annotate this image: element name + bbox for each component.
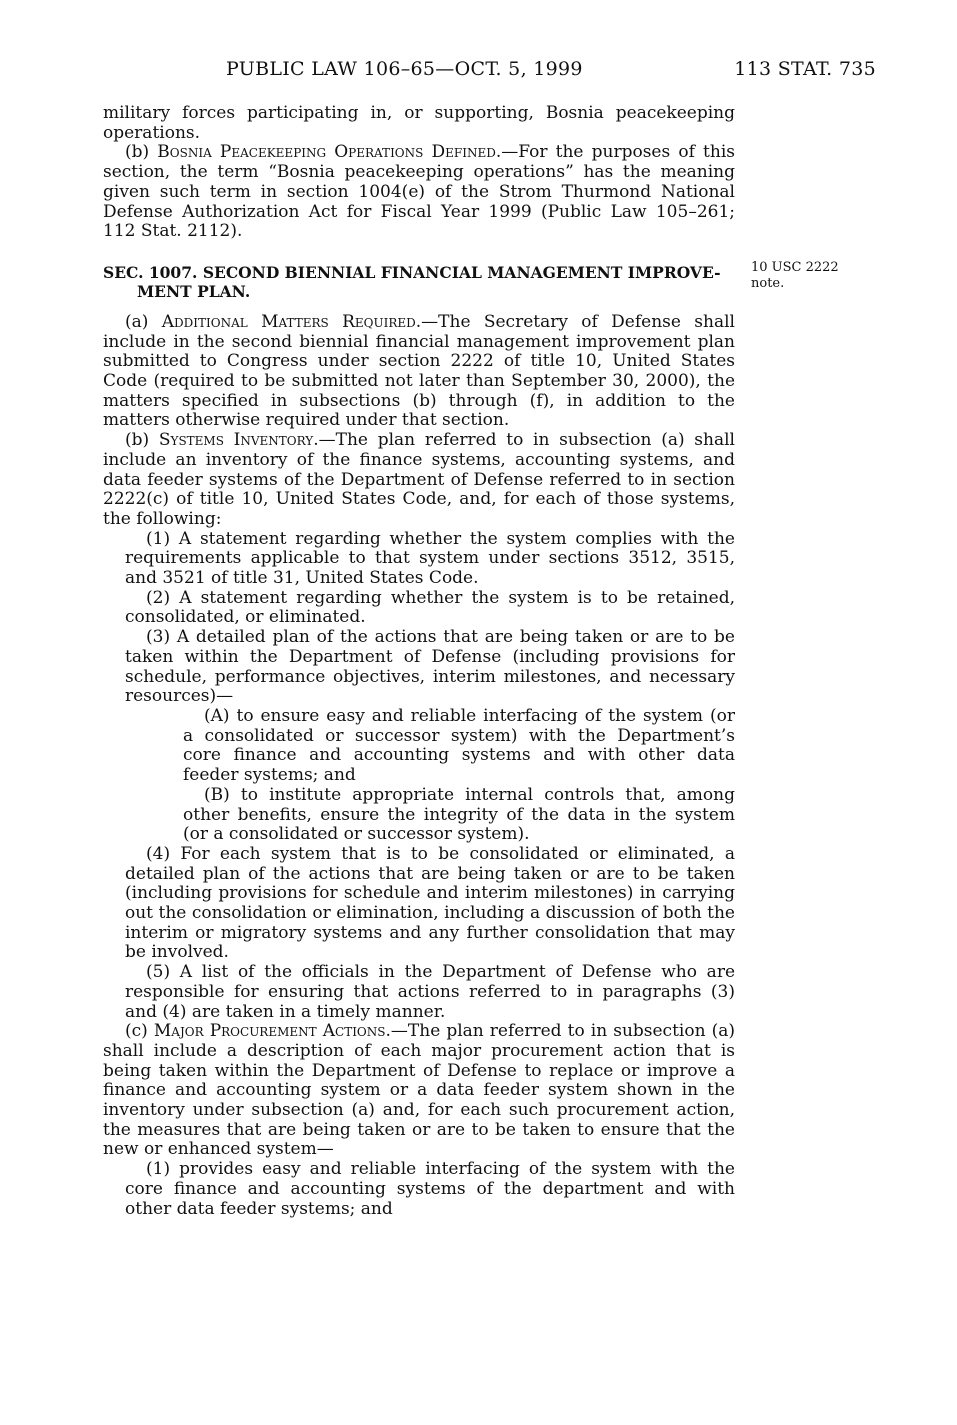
margin-note-suffix: note.: [751, 276, 785, 291]
subsection-label: (a): [125, 311, 162, 332]
subsection-text: —For the purposes of this section, the term “Bosnia peacekeeping operations” has the meaning given such term in section 1004(e) of the Strom Thurmond National Defense Authorization Act for Fiscal Year 1999 (Public Law 105–261; 112 Stat. 2112).: [103, 142, 735, 242]
subsection-label: (c): [125, 1021, 154, 1042]
header-public-law: PUBLIC LAW 106–65—OCT. 5, 1999: [226, 58, 583, 80]
subsection-heading: Systems Inventory.: [158, 430, 319, 451]
paragraph-list: [103, 1160, 735, 1219]
subsection-label: (b): [125, 430, 159, 451]
subparagraph-item: (B) to institute appropriate internal controls that, among other benefits, ensure the integrity of the data in the system (or a consolidated or successor system).: [183, 784, 735, 845]
paragraph-item: (3) A detailed plan of the actions that are being taken or are to be taken within the Department of Defense (including provisions for schedule, performance objectives, interim milestones, and necessary resources)—: [125, 627, 735, 707]
section-number: SEC. 1007.: [103, 262, 198, 282]
subsection-text: —The Secretary of Defense shall include in the second biennial financial management improvement plan submitted to Congress under section 2222 of title 10, United States Code (required to be submitted not later than September 30, 2000), the matters specified in subsections (b) through (f), in addition to the matters otherwise required under that section.: [103, 311, 735, 431]
paragraph-list: [103, 530, 735, 707]
section-heading: [103, 263, 735, 301]
section-title-line1: SECOND BIENNIAL FINANCIAL MANAGEMENT IMPROVE-: [202, 262, 721, 282]
subsection-b: [103, 431, 735, 530]
subparagraph-item: (A) to ensure easy and reliable interfacing of the system (or a consolidated or successor system) with the Department’s core finance and accounting systems and with other data feeder systems; and: [183, 705, 735, 786]
subsection-label: (b): [125, 142, 158, 163]
paragraph-list: [103, 845, 735, 1022]
subsection-a: [103, 313, 735, 431]
subsection-heading: Bosnia Peacekeeping Operations Defined.: [157, 142, 502, 163]
subsection-b-definition: [103, 143, 735, 242]
continued-paragraph: military forces participating in, or supporting, Bosnia peacekeeping operations.: [103, 103, 735, 143]
page-header: [226, 58, 876, 86]
section-title-line2: MENT PLAN.: [137, 281, 251, 301]
paragraph-item: (1) A statement regarding whether the system complies with the requirements applicable to that system under sections 3512, 3515, and 3521 of title 31, United States Code.: [125, 528, 735, 589]
document-body: [103, 104, 735, 1219]
paragraph-item: (5) A list of the officials in the Department of Defense who are responsible for ensuring that actions referred to in paragraphs (3) and (4) are taken in a timely manner.: [125, 962, 735, 1022]
subsection-text: —The plan referred to in subsection (a) shall include an inventory of the finance systems, accounting systems, and data feeder systems of the Department of Defense referred to in section 2222(c) of title 10, United States Code, and, for each of those systems, the following:: [103, 430, 735, 529]
margin-note: [751, 260, 861, 292]
subparagraph-list: [103, 707, 735, 845]
subsection-c: [103, 1022, 735, 1160]
subsection-text: —The plan referred to in subsection (a) shall include a description of each major procurement action that is being taken within the Department of Defense to replace or improve a finance and accounting system or a data feeder system shown in the inventory under subsection (a) and, for each such procurement action, the measures that are being taken or are to be taken to ensure that the new or enhanced system—: [103, 1021, 736, 1160]
paragraph-item: (2) A statement regarding whether the system is to be retained, consolidated, or eliminated.: [125, 587, 735, 628]
subsection-heading: Major Procurement Actions.: [153, 1021, 391, 1042]
paragraph-item: (4) For each system that is to be consolidated or eliminated, a detailed plan of the actions that are being taken or are to be taken (including provisions for schedule and interim milestones) in carrying out the consolidation or elimination, including a discussion of both the interim or migratory systems and any further consolidation that may be involved.: [125, 843, 735, 963]
header-stat-page: 113 STAT. 735: [734, 58, 876, 80]
subsection-heading: Additional Matters Required.: [161, 311, 422, 332]
paragraph-item: (1) provides easy and reliable interfacing of the system with the core finance and accounting systems of the department and with other data feeder systems; and: [125, 1159, 735, 1219]
margin-note-citation: 10 USC 2222: [751, 260, 839, 275]
